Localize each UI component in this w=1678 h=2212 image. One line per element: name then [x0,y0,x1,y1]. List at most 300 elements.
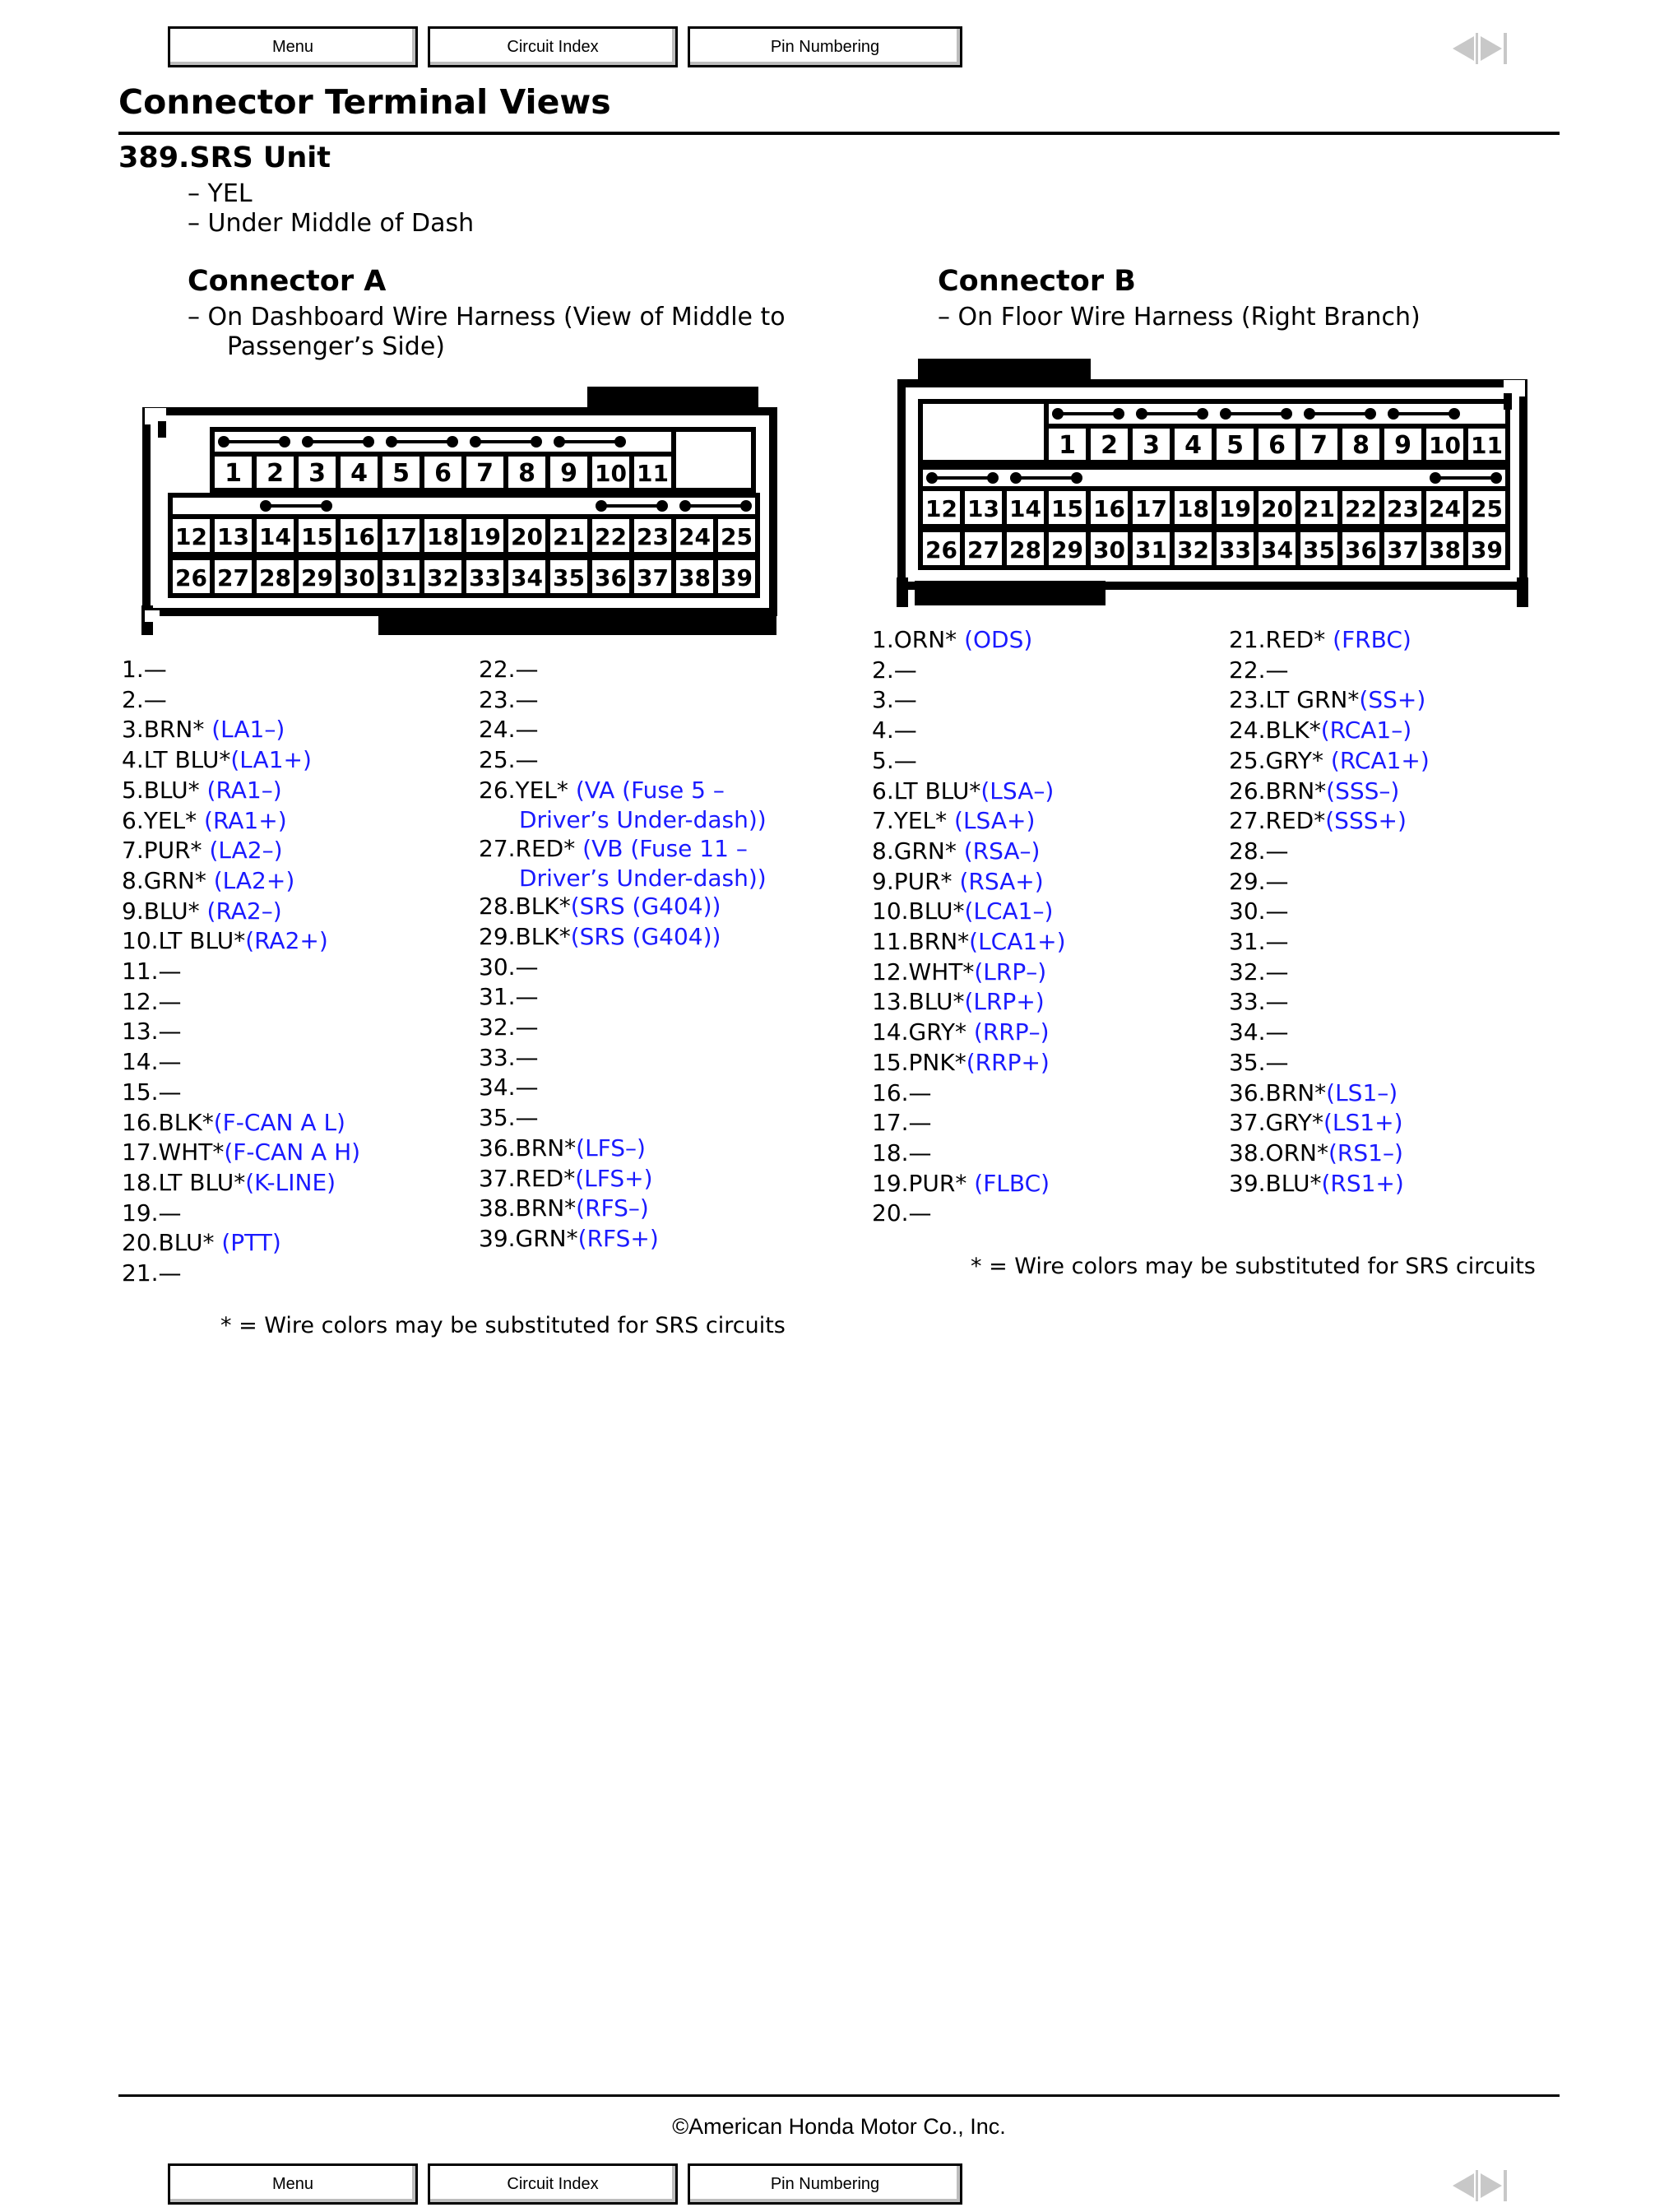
pin-entry [1229,958,1289,987]
connector-b-pin-6: 6 [1268,431,1286,460]
connector-a-pin-18: 18 [427,523,459,550]
wire-color: — [1265,867,1289,895]
connector-a-pin-23: 23 [637,523,669,550]
wire-color: RED* [515,1164,576,1192]
wire-color: RED* [515,834,583,862]
circuit-name: (LS1+) [1323,1109,1403,1137]
pin-entry [872,1018,1050,1047]
pin-entry [872,777,1054,806]
connector-a-pin-27: 27 [217,564,249,591]
wire-color: — [143,685,167,713]
unit-color: – YEL [188,179,253,208]
pin-number: 15. [872,1048,909,1076]
pin-entry [479,922,721,952]
pin-number: 6. [872,777,894,805]
pin-number: 8. [122,866,144,894]
connector-b-bar-0-dot [1052,408,1064,420]
wire-color: LT BLU* [158,1168,246,1196]
wire-color: — [158,1018,182,1046]
pin-entry [872,1078,932,1108]
pin-entry [122,926,328,956]
connector-a-pin-31: 31 [385,564,417,591]
circuit-name: (VA (Fuse 5 – [575,776,725,804]
pin-entry [479,1073,539,1102]
wire-color: BLU* [143,897,207,925]
pin-number: 14. [872,1018,909,1046]
pin-number: 26. [1229,777,1266,805]
wire-color: WHT* [908,958,975,985]
circuit-index-button[interactable]: Circuit Index [428,26,678,67]
connector-b-pin-31: 31 [1135,536,1167,563]
circuit-name: (LA2–) [209,837,283,865]
pin-number: 37. [479,1164,516,1192]
connector-b-pin-24: 24 [1429,495,1461,522]
wire-color: — [515,685,539,713]
pin-entry [1229,806,1407,836]
circuit-name: (LCA1–) [964,897,1054,925]
connector-b-pin-4: 4 [1184,431,1202,460]
wire-color: GRN* [143,866,214,894]
pin-entry [122,1259,182,1288]
pin-number: 4. [122,746,144,774]
connector-a-pin-26: 26 [175,564,207,591]
connector-a-pin-3: 3 [308,459,326,488]
wire-color: — [1265,837,1289,865]
connector-a-pin-21: 21 [553,523,585,550]
pin-number: 38. [1229,1138,1266,1166]
connector-a-pin-19: 19 [469,523,501,550]
connector-a-pin-4: 4 [350,459,368,488]
pin-number: 3. [122,716,144,744]
circuit-index-button-bottom[interactable]: Circuit Index [428,2163,678,2205]
connector-a-pin-25: 25 [721,523,753,550]
pin-entry [872,746,917,776]
pin-number: 16. [872,1078,909,1106]
pin-number: 15. [122,1078,159,1106]
connector-a-pin-37: 37 [637,564,669,591]
pin-number: 1. [122,656,144,683]
pin-entry [1229,1078,1398,1108]
connector-a-row3 [170,558,758,596]
pin-number: 14. [122,1048,159,1076]
connector-a-bar-4-dot [614,436,626,448]
pin-entry [122,836,283,865]
pin-entry [872,1199,932,1228]
circuit-name: (LA1+) [230,746,312,774]
pin-entry [1229,777,1399,806]
connector-b-pin-19: 19 [1219,495,1251,522]
connector-a-pin-8: 8 [518,459,535,488]
circuit-name: (RFS–) [576,1194,649,1222]
pin-entry [872,927,1066,957]
pin-number: 9. [872,867,894,895]
pin-number: 21. [122,1259,159,1287]
connector-b-bar-14-15-dot [1071,472,1082,484]
wire-color: — [158,1259,182,1287]
connector-b-footnote: * = Wire colors may be substituted for SRS circuits [971,1254,1536,1279]
wire-color: — [908,1078,932,1106]
wire-color: — [158,958,182,985]
wire-color: BRN* [515,1134,577,1162]
wire-color: YEL* [143,806,205,834]
menu-button-bottom[interactable]: Menu [168,2163,418,2205]
connector-a-footnote: * = Wire colors may be substituted for SRS circuits [220,1313,786,1338]
pin-entry [122,1168,336,1198]
connector-a-bar-0-dot [218,436,229,448]
connector-b-pin-9: 9 [1394,431,1411,460]
connector-a-pin-6: 6 [434,459,452,488]
connector-b-pin-15: 15 [1051,495,1083,522]
connector-a-bar-2-dot [447,436,458,448]
connector-a-bar-14-15-dot [321,500,332,512]
connector-b-bar-2-dot [1220,408,1231,420]
pin-number: 23. [479,685,516,713]
pin-number: 2. [872,656,894,684]
pin-entry [479,834,767,893]
connector-b-bar-2-dot [1281,408,1292,420]
wire-color: PUR* [143,837,210,865]
connector-b-pin-34: 34 [1261,536,1293,563]
connector-a-pin-5: 5 [392,459,410,488]
wire-color: — [908,1199,932,1227]
wire-color: — [158,1199,182,1227]
connector-a-pin-30: 30 [343,564,375,591]
pin-entry [122,1199,182,1228]
pin-numbering-button-bottom[interactable]: Pin Numbering [688,2163,962,2205]
wire-color: — [908,1109,932,1137]
wire-color: BLU* [158,1229,222,1257]
connector-b-pin-22: 22 [1345,495,1377,522]
wire-color: GRN* [893,837,964,865]
connector-a-pin-39: 39 [721,564,753,591]
pin-number: 13. [872,988,909,1016]
connector-b-bar-4-dot [1388,408,1399,420]
pin-number: 39. [1229,1169,1266,1197]
connector-b-pin-14: 14 [1009,495,1041,522]
connector-a-row2 [170,517,758,554]
circuit-name: (RA2–) [206,897,282,925]
circuit-name: (LS1–) [1326,1078,1398,1106]
pin-entry [479,776,767,835]
connector-a-pin-11: 11 [637,460,669,487]
pin-entry [872,625,1032,655]
wire-color: LT BLU* [158,927,246,955]
pin-number: 27. [479,834,516,862]
wire-color: PUR* [893,867,960,895]
connector-a-bar-1-dot [363,436,374,448]
pin-entry [479,685,539,715]
page-title: Connector Terminal Views [118,82,611,122]
connector-a-pin-17: 17 [385,523,417,550]
wire-color: — [515,656,539,683]
unit-location: – Under Middle of Dash [188,209,475,238]
connector-a-bar-24-25-dot [740,500,752,512]
pin-number: 34. [1229,1018,1266,1046]
pin-entry [1229,716,1411,745]
pin-entry [122,987,182,1017]
pin-number: 24. [479,716,516,744]
wire-color: BLU* [1265,1169,1322,1197]
connector-b-bar-3-dot [1304,408,1315,420]
pin-number: 29. [479,922,516,950]
wire-color: — [1265,656,1289,684]
connector-b-bar-0-dot [1113,408,1124,420]
connector-b-pin-38: 38 [1429,536,1461,563]
pin-entry [479,982,539,1012]
circuit-name: (SSS–) [1326,777,1400,805]
connector-a-pin-7: 7 [476,459,494,488]
circuit-name: (LRP+) [964,988,1045,1016]
pin-entry [122,715,285,744]
pin-entry [1229,1169,1404,1199]
pin-entry [1229,867,1289,897]
connector-a-bar-22-23-dot [656,500,668,512]
pin-entry [122,1138,360,1167]
wire-color: — [158,1048,182,1076]
pin-entry [122,897,282,926]
circuit-name: (K-LINE) [245,1168,336,1196]
connector-a-pin-33: 33 [469,564,501,591]
wire-color: — [908,1138,932,1166]
pin-number: 18. [122,1168,159,1196]
connector-b-pin-10: 10 [1429,432,1461,459]
pin-number: 10. [872,897,909,925]
pin-entry [1229,746,1430,776]
pin-number: 20. [122,1229,159,1257]
circuit-name: (LSA+) [954,807,1036,835]
wire-color: — [893,716,917,744]
pin-number: 28. [479,893,516,921]
pin-numbering-button[interactable]: Pin Numbering [688,26,962,67]
connector-b-pin-39: 39 [1471,536,1503,563]
wire-color: BRN* [1265,1078,1327,1106]
pin-entry [479,892,721,921]
pin-entry [122,1108,345,1138]
wire-color: — [515,716,539,744]
circuit-name: (LA1–) [211,716,285,744]
pin-entry [479,1164,653,1194]
pin-entry [1229,987,1289,1017]
pin-entry [872,837,1040,866]
pin-number: 29. [1229,867,1266,895]
connector-a-pin-29: 29 [301,564,333,591]
wire-color: — [1265,988,1289,1016]
wire-color: GRY* [908,1018,974,1046]
circuit-name: (RS1+) [1321,1169,1404,1197]
wire-color: WHT* [158,1138,225,1166]
pin-entry [479,1103,539,1133]
wire-color: BLK* [158,1108,214,1136]
pin-entry [122,957,182,986]
wire-color: — [515,953,539,981]
connector-b-pin-23: 23 [1387,495,1419,522]
connector-b-bar-12-13-dot [926,472,938,484]
wire-color: BLU* [143,776,207,804]
pin-number: 20. [872,1199,909,1227]
wire-color: PNK* [908,1048,966,1076]
page-arrows-icon[interactable] [1441,28,1512,69]
wire-color: BLK* [515,922,571,950]
wire-color: — [515,1104,539,1132]
pin-number: 6. [122,806,144,834]
connector-b-pin-3: 3 [1143,431,1160,460]
circuit-name: (RA2+) [245,927,328,955]
wire-color: — [158,987,182,1015]
connector-b-cavity [920,401,1046,462]
pin-entry [872,656,917,685]
wire-color: — [893,656,917,684]
pin-number: 27. [1229,807,1266,835]
pin-number: 5. [122,776,144,804]
wire-color: — [143,656,167,683]
wire-color: BLK* [1265,716,1321,744]
connector-b-pin-36: 36 [1345,536,1377,563]
circuit-name: (LFS–) [576,1134,646,1162]
circuit-name: (ODS) [964,626,1033,653]
circuit-name: (LRP–) [974,958,1047,985]
connector-b-pin-11: 11 [1471,432,1503,459]
wire-color: — [515,1013,539,1041]
pin-entry [479,1224,659,1254]
connector-a-bar-22-23-dot [596,500,607,512]
pin-entry [872,1169,1050,1199]
connector-b-pin-5: 5 [1226,431,1244,460]
wire-color: BRN* [1265,777,1327,805]
connector-b-pin-25: 25 [1471,495,1503,522]
pin-number: 35. [1229,1048,1266,1076]
connector-b-pin-16: 16 [1093,495,1125,522]
pin-number: 12. [122,987,159,1015]
connector-b-diagram [890,355,1535,610]
connector-a-pin-24: 24 [679,523,711,550]
pin-number: 5. [872,746,894,774]
pin-entry [122,1047,182,1077]
pin-number: 12. [872,958,909,985]
pin-entry [479,715,539,744]
wire-color: ORN* [893,626,965,653]
wire-color: — [1265,1018,1289,1046]
menu-button[interactable]: Menu [168,26,418,67]
pin-entry [872,1108,932,1138]
pin-number: 30. [479,953,516,981]
pin-number: 3. [872,686,894,714]
circuit-name: (F-CAN A L) [213,1108,345,1136]
pin-number: 9. [122,897,144,925]
pin-entry [1229,1108,1403,1138]
pin-number: 33. [479,1043,516,1071]
pin-entry [1229,897,1289,926]
connector-a-row2-header [170,495,758,517]
connector-a-pin-20: 20 [511,523,543,550]
pin-entry [872,867,1044,897]
connector-a-pin-10: 10 [595,460,627,487]
connector-a-pin-32: 32 [427,564,459,591]
connector-a-bar-0-dot [279,436,290,448]
connector-b-pin-32: 32 [1177,536,1209,563]
pin-entry [872,987,1045,1017]
circuit-name: (FLBC) [974,1169,1050,1197]
connector-a-desc-1: – On Dashboard Wire Harness (View of Middle to [188,303,786,332]
pin-entry [1229,927,1289,957]
pin-entry [479,1013,539,1042]
wire-color: ORN* [1265,1138,1328,1166]
pin-number: 17. [872,1109,909,1137]
connector-b-pin-20: 20 [1261,495,1293,522]
circuit-name: (RSA–) [963,837,1041,865]
pin-entry [122,685,167,715]
pin-number: 30. [1229,897,1266,925]
pin-number: 21. [1229,626,1266,653]
pin-number: 38. [479,1194,516,1222]
circuit-name: (LCA1+) [969,928,1066,955]
wire-color: LT BLU* [143,746,231,774]
wire-color: BLU* [908,988,965,1016]
connector-b-title: Connector B [938,265,1136,298]
pin-number: 13. [122,1018,159,1046]
connector-b-pin-21: 21 [1303,495,1335,522]
circuit-name: (VB (Fuse 11 – [582,834,748,862]
pin-number: 39. [479,1224,516,1252]
pin-entry [872,897,1053,926]
pin-number: 26. [479,776,516,804]
connector-a-pin-1: 1 [225,459,242,488]
connector-b-pin-1: 1 [1059,431,1076,460]
connector-a-pin-9: 9 [560,459,577,488]
circuit-name: (PTT) [221,1229,281,1257]
connector-a-pin-38: 38 [679,564,711,591]
pin-entry [1229,1138,1403,1168]
wire-color: — [158,1078,182,1106]
connector-b-pin-18: 18 [1177,495,1209,522]
pin-number: 32. [1229,958,1266,985]
connector-b-pin-17: 17 [1135,495,1167,522]
pin-number: 16. [122,1108,159,1136]
pin-number: 23. [1229,686,1266,714]
pin-number: 7. [872,807,894,835]
connector-b-bar-24-25-dot [1430,472,1441,484]
connector-b-pin-8: 8 [1352,431,1370,460]
pin-number: 22. [1229,656,1266,684]
circuit-name: (RCA1–) [1320,716,1412,744]
pin-number: 33. [1229,988,1266,1016]
pin-number: 32. [479,1013,516,1041]
header-rule [118,132,1560,135]
connector-b-pin-35: 35 [1303,536,1335,563]
circuit-name-cont: Driver’s Under-dash)) [519,864,767,892]
wire-color: GRY* [1265,746,1331,774]
pin-number: 22. [479,656,516,683]
connector-b-pin-27: 27 [967,536,999,563]
circuit-name: (RCA1+) [1330,746,1430,774]
wire-color: — [515,1074,539,1101]
pin-number: 24. [1229,716,1266,744]
wire-color: — [893,746,917,774]
wire-color: YEL* [893,807,955,835]
wire-color: PUR* [908,1169,975,1197]
unit-title: 389.SRS Unit [118,141,331,174]
circuit-name: (RA1–) [206,776,282,804]
pin-number: 17. [122,1138,159,1166]
page-arrows-icon-bottom[interactable] [1441,2165,1512,2206]
wire-color: RED* [1265,807,1326,835]
pin-number: 11. [872,928,909,955]
wire-color: — [515,1043,539,1071]
connector-a-pin-12: 12 [175,523,207,550]
wire-color: — [1265,1048,1289,1076]
connector-b-row2-header [920,467,1508,489]
pin-entry [122,745,312,775]
pin-number: 7. [122,837,144,865]
